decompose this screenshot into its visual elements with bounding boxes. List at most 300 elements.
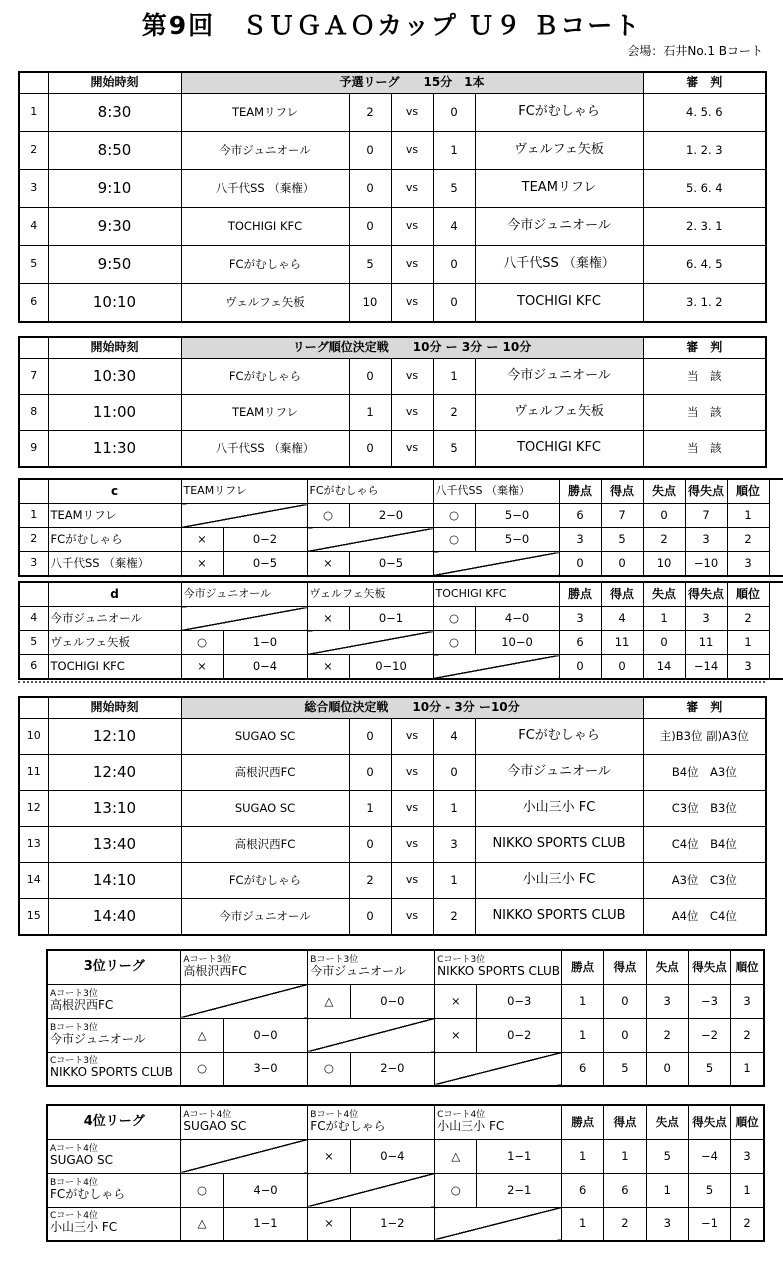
result-score: 4−0	[223, 1173, 308, 1207]
referee: A3位 C3位	[643, 863, 766, 899]
self-match-cell	[181, 984, 308, 1018]
stat-value: 0	[601, 552, 643, 577]
team-name: 小山三小 FC	[437, 1118, 505, 1133]
vs-label: vs	[391, 899, 433, 935]
team-number: 6	[19, 655, 48, 680]
result-score: 2−0	[349, 504, 433, 528]
result-mark: △	[435, 1139, 477, 1173]
self-match-cell	[307, 631, 433, 655]
vs-label: vs	[391, 284, 433, 322]
away-score: 5	[433, 431, 475, 467]
self-match-cell	[181, 504, 307, 528]
stat-header: 順位	[727, 582, 769, 607]
result-mark: ○	[307, 504, 349, 528]
start-time: 12:40	[48, 755, 181, 791]
stat-value: 1	[727, 631, 769, 655]
match-row	[19, 246, 766, 284]
match-row	[19, 827, 766, 863]
self-match-cell	[307, 528, 433, 552]
result-score: 3−0	[223, 1052, 308, 1086]
match-row	[19, 284, 766, 322]
home-team: 八千代SS （棄権）	[181, 431, 349, 467]
result-mark: ×	[307, 607, 349, 631]
team-cell	[47, 1052, 181, 1086]
referee: 当 該	[643, 359, 766, 395]
header-no	[19, 72, 48, 94]
stat-value: 0	[646, 1052, 688, 1086]
team-row	[47, 1173, 764, 1207]
group-label: d	[48, 582, 181, 607]
team-number: 1	[19, 504, 48, 528]
self-match-cell	[181, 607, 307, 631]
away-score: 0	[433, 284, 475, 322]
home-team: 八千代SS （棄権）	[181, 170, 349, 208]
header-no	[19, 479, 48, 504]
result-score: 0−5	[349, 552, 433, 577]
league-label: 3位リーグ	[47, 950, 181, 984]
result-score: 1−1	[223, 1207, 308, 1241]
divider	[18, 681, 765, 683]
vs-label: vs	[391, 170, 433, 208]
opponent-header: ヴェルフェ矢板	[307, 582, 433, 607]
opponent-header	[308, 950, 435, 984]
result-score: 2−0	[350, 1052, 435, 1086]
team-cell	[47, 984, 181, 1018]
home-team: 今市ジュニオール	[181, 132, 349, 170]
stat-value: 3	[646, 1207, 688, 1241]
referee: B4位 A3位	[643, 755, 766, 791]
start-time: 8:50	[48, 132, 181, 170]
stat-value: 6	[562, 1052, 604, 1086]
home-score: 0	[349, 359, 391, 395]
away-score: 0	[433, 246, 475, 284]
result-score: 0−4	[223, 655, 307, 680]
result-mark: ×	[307, 655, 349, 680]
away-score: 3	[433, 827, 475, 863]
away-score: 5	[433, 170, 475, 208]
self-match-cell	[308, 1173, 435, 1207]
start-time: 10:10	[48, 284, 181, 322]
result-score: 1−0	[223, 631, 307, 655]
referee: C3位 B3位	[643, 791, 766, 827]
result-mark: ×	[181, 528, 223, 552]
stat-value: −2	[688, 1018, 730, 1052]
result-mark: ×	[435, 984, 477, 1018]
team-name: 今市ジュニオール	[310, 963, 406, 978]
result-score: 0−5	[223, 552, 307, 577]
stat-header: 得失点	[688, 1105, 730, 1139]
stat-header: 勝点	[562, 1105, 604, 1139]
stat-header: 勝点	[559, 479, 601, 504]
away-team: 小山三小 FC	[475, 791, 643, 827]
opponent-header: TOCHIGI KFC	[433, 582, 559, 607]
team-row	[47, 984, 764, 1018]
third-place-league-table	[46, 949, 765, 1087]
away-score: 1	[433, 359, 475, 395]
stat-value: 0	[601, 655, 643, 680]
stat-value: 0	[559, 655, 601, 680]
seed-label: Cコート3位	[50, 1056, 99, 1067]
section-title: 予選リーグ 15分 1本	[181, 72, 643, 94]
team-row	[19, 528, 783, 552]
referee: 3. 1. 2	[643, 284, 766, 322]
home-team: FCがむしゃら	[181, 863, 349, 899]
home-team: SUGAO SC	[181, 719, 349, 755]
group-header-row	[19, 582, 783, 607]
group-c-table	[18, 478, 783, 577]
stat-header: 得点	[604, 1105, 646, 1139]
result-mark: ×	[307, 552, 349, 577]
referee: 1. 2. 3	[643, 132, 766, 170]
stat-header: 得点	[601, 479, 643, 504]
match-rows	[19, 94, 766, 322]
seed-label: Cコート4位	[50, 1211, 99, 1222]
vs-label: vs	[391, 827, 433, 863]
match-row	[19, 170, 766, 208]
match-row	[19, 755, 766, 791]
referee: 当 該	[643, 395, 766, 431]
team-row	[19, 552, 783, 577]
referee: 主)B3位 副)A3位	[643, 719, 766, 755]
match-number: 12	[19, 791, 48, 827]
stat-value: 3	[727, 552, 769, 577]
vs-label: vs	[391, 94, 433, 132]
opponent-header	[181, 950, 308, 984]
home-team: SUGAO SC	[181, 791, 349, 827]
result-score: 0−1	[349, 607, 433, 631]
seed-label: Cコート3位	[437, 954, 486, 965]
seed-label: Bコート3位	[50, 1022, 98, 1033]
page-title: 第9回 ＳＵＧＡＯカップ Ｕ９ Ｂコート	[141, 11, 642, 40]
league-label: 4位リーグ	[47, 1105, 181, 1139]
section-title: 総合順位決定戦 10分 - 3分 ー10分	[181, 697, 643, 719]
header-start-time: 開始時刻	[48, 337, 181, 359]
header-referee: 審 判	[643, 337, 766, 359]
home-score: 0	[349, 827, 391, 863]
away-score: 2	[433, 899, 475, 935]
opponent-header: FCがむしゃら	[307, 479, 433, 504]
stat-header: 得失点	[688, 950, 730, 984]
away-score: 4	[433, 719, 475, 755]
header-referee: 審 判	[643, 72, 766, 94]
match-number: 3	[19, 170, 48, 208]
away-team: TOCHIGI KFC	[475, 284, 643, 322]
away-team: NIKKO SPORTS CLUB	[475, 899, 643, 935]
match-number: 4	[19, 208, 48, 246]
result-mark: △	[181, 1207, 223, 1241]
opponent-header: 今市ジュニオール	[181, 582, 307, 607]
self-match-cell	[435, 1052, 562, 1086]
seed-label: Bコート4位	[50, 1177, 98, 1188]
result-score: 2−1	[477, 1173, 562, 1207]
venue-label: 会場：石井No.1 Bコート	[627, 44, 763, 58]
referee: 4. 5. 6	[643, 94, 766, 132]
team-cell	[47, 1173, 181, 1207]
header-no	[19, 337, 48, 359]
stat-value: 1	[643, 607, 685, 631]
result-mark: ○	[181, 631, 223, 655]
match-row	[19, 94, 766, 132]
team-row	[47, 1018, 764, 1052]
stat-value: 2	[731, 1207, 764, 1241]
result-score: 0−4	[350, 1139, 435, 1173]
result-score: 0−2	[223, 528, 307, 552]
start-time: 9:30	[48, 208, 181, 246]
home-score: 1	[349, 791, 391, 827]
home-score: 5	[349, 246, 391, 284]
self-match-cell	[433, 552, 559, 577]
match-row	[19, 208, 766, 246]
start-time: 11:00	[48, 395, 181, 431]
stat-value: 1	[727, 504, 769, 528]
stat-header: 順位	[727, 479, 769, 504]
start-time: 13:40	[48, 827, 181, 863]
referee: 5. 6. 4	[643, 170, 766, 208]
stat-value: 2	[727, 528, 769, 552]
stat-value: 5	[601, 528, 643, 552]
team-name: FCがむしゃら	[310, 1118, 386, 1133]
team-number: 4	[19, 607, 48, 631]
home-score: 0	[349, 899, 391, 935]
opponent-header	[435, 1105, 562, 1139]
stat-value: 3	[685, 607, 727, 631]
seed-label: Bコート3位	[310, 954, 359, 965]
stat-value: 6	[562, 1173, 604, 1207]
result-mark: △	[181, 1018, 223, 1052]
stat-header: 順位	[731, 1105, 764, 1139]
stat-value: 14	[643, 655, 685, 680]
stat-header: 失点	[643, 582, 685, 607]
start-time: 13:10	[48, 791, 181, 827]
vs-label: vs	[391, 359, 433, 395]
overall-ranking-schedule-table	[18, 696, 767, 936]
vs-label: vs	[391, 431, 433, 467]
home-score: 0	[349, 132, 391, 170]
start-time: 12:10	[48, 719, 181, 755]
stat-header: 勝点	[562, 950, 604, 984]
team-name: 小山三小 FC	[50, 1220, 118, 1235]
stat-value: 3	[727, 655, 769, 680]
match-row	[19, 395, 766, 431]
team-name: SUGAO SC	[183, 1118, 247, 1133]
stat-header: 失点	[643, 479, 685, 504]
team-row	[19, 655, 783, 680]
stat-value: 11	[601, 631, 643, 655]
result-score: 0−10	[349, 655, 433, 680]
result-score: 5−0	[475, 504, 559, 528]
stat-value: 0	[604, 1018, 646, 1052]
away-team: FCがむしゃら	[475, 94, 643, 132]
home-score: 10	[349, 284, 391, 322]
stat-value: 5	[688, 1173, 730, 1207]
team-name: 八千代SS （棄権）	[48, 552, 181, 577]
stat-value: 2	[643, 528, 685, 552]
away-team: 今市ジュニオール	[475, 755, 643, 791]
stat-header: 勝点	[559, 582, 601, 607]
result-mark: ○	[433, 631, 475, 655]
result-score: 5−0	[475, 528, 559, 552]
stat-value: −14	[685, 655, 727, 680]
start-time: 11:30	[48, 431, 181, 467]
home-team: ヴェルフェ矢板	[181, 284, 349, 322]
match-number: 11	[19, 755, 48, 791]
self-match-cell	[308, 1018, 435, 1052]
team-cell	[47, 1018, 181, 1052]
group-header-row	[19, 479, 783, 504]
away-score: 2	[433, 395, 475, 431]
team-number: 5	[19, 631, 48, 655]
home-score: 0	[349, 755, 391, 791]
stat-value: 5	[604, 1052, 646, 1086]
vs-label: vs	[391, 755, 433, 791]
team-cell	[47, 1207, 181, 1241]
match-number: 13	[19, 827, 48, 863]
group-d-table	[18, 581, 783, 680]
header-start-time: 開始時刻	[48, 697, 181, 719]
home-team: FCがむしゃら	[181, 246, 349, 284]
self-match-cell	[435, 1207, 562, 1241]
vs-label: vs	[391, 719, 433, 755]
stat-value: 6	[559, 631, 601, 655]
team-row	[19, 631, 783, 655]
away-team: ヴェルフェ矢板	[475, 132, 643, 170]
home-score: 0	[349, 170, 391, 208]
stat-value: 2	[604, 1207, 646, 1241]
home-score: 1	[349, 395, 391, 431]
stat-value: 0	[643, 631, 685, 655]
away-team: FCがむしゃら	[475, 719, 643, 755]
stat-header: 得失点	[685, 582, 727, 607]
stat-value: 3	[559, 607, 601, 631]
team-name: 高根沢西FC	[50, 997, 114, 1012]
result-mark: △	[308, 984, 350, 1018]
section-title: リーグ順位決定戦 10分 ー 3分 ー 10分	[181, 337, 643, 359]
stat-value: 3	[646, 984, 688, 1018]
away-score: 4	[433, 208, 475, 246]
match-row	[19, 359, 766, 395]
match-number: 6	[19, 284, 48, 322]
stat-value: 11	[685, 631, 727, 655]
group-label: c	[48, 479, 181, 504]
match-row	[19, 132, 766, 170]
stat-value: 1	[562, 984, 604, 1018]
league-header-row	[47, 1105, 764, 1139]
team-name: SUGAO SC	[50, 1152, 113, 1167]
match-number: 1	[19, 94, 48, 132]
home-score: 2	[349, 863, 391, 899]
match-number: 8	[19, 395, 48, 431]
start-time: 9:10	[48, 170, 181, 208]
header-no	[19, 582, 48, 607]
league-ranking-schedule-table	[18, 336, 767, 468]
referee: 2. 3. 1	[643, 208, 766, 246]
result-mark: ×	[308, 1207, 350, 1241]
start-time: 14:40	[48, 899, 181, 935]
stat-value: 1	[731, 1052, 764, 1086]
vs-label: vs	[391, 395, 433, 431]
team-number: 3	[19, 552, 48, 577]
team-name: 今市ジュニオール	[48, 607, 181, 631]
stat-value: −3	[688, 984, 730, 1018]
stat-value: 2	[646, 1018, 688, 1052]
stat-value: 4	[601, 607, 643, 631]
fourth-place-league-table	[46, 1104, 765, 1242]
result-mark: ○	[433, 504, 475, 528]
team-row	[47, 1139, 764, 1173]
result-score: 0−0	[223, 1018, 308, 1052]
result-mark: ○	[433, 528, 475, 552]
seed-label: Aコート4位	[183, 1109, 232, 1120]
match-row	[19, 719, 766, 755]
seed-label: Bコート4位	[310, 1109, 359, 1120]
stat-value: 3	[731, 984, 764, 1018]
match-rows	[19, 719, 766, 935]
seed-label: Aコート3位	[183, 954, 232, 965]
result-score: 1−2	[350, 1207, 435, 1241]
stat-value: 3	[559, 528, 601, 552]
home-score: 0	[349, 719, 391, 755]
match-number: 2	[19, 132, 48, 170]
start-time: 8:30	[48, 94, 181, 132]
result-score: 10−0	[475, 631, 559, 655]
home-score: 2	[349, 94, 391, 132]
stat-value: 6	[559, 504, 601, 528]
opponent-header	[181, 1105, 308, 1139]
result-mark: ×	[181, 552, 223, 577]
team-name: TEAMリフレ	[48, 504, 181, 528]
stat-value: 6	[604, 1173, 646, 1207]
away-team: TOCHIGI KFC	[475, 431, 643, 467]
qualifying-schedule-table	[18, 71, 767, 323]
team-name: 高根沢西FC	[183, 963, 247, 978]
seed-label: Cコート4位	[437, 1109, 486, 1120]
stat-header: 失点	[646, 1105, 688, 1139]
header-referee: 審 判	[643, 697, 766, 719]
away-team: 今市ジュニオール	[475, 208, 643, 246]
stat-value: −10	[685, 552, 727, 577]
stat-value: 2	[727, 607, 769, 631]
result-score: 0−2	[477, 1018, 562, 1052]
start-time: 9:50	[48, 246, 181, 284]
vs-label: vs	[391, 208, 433, 246]
stat-value: 1	[562, 1207, 604, 1241]
stat-value: 1	[731, 1173, 764, 1207]
match-number: 5	[19, 246, 48, 284]
match-number: 7	[19, 359, 48, 395]
start-time: 10:30	[48, 359, 181, 395]
team-name: ヴェルフェ矢板	[48, 631, 181, 655]
opponent-header	[308, 1105, 435, 1139]
result-score: 0−3	[477, 984, 562, 1018]
away-score: 1	[433, 863, 475, 899]
stat-value: 5	[646, 1139, 688, 1173]
away-team: NIKKO SPORTS CLUB	[475, 827, 643, 863]
stat-value: 2	[731, 1018, 764, 1052]
result-mark: ○	[435, 1173, 477, 1207]
home-team: 今市ジュニオール	[181, 899, 349, 935]
opponent-header: 八千代SS （棄権）	[433, 479, 559, 504]
self-match-cell	[433, 655, 559, 680]
team-cell	[47, 1139, 181, 1173]
home-team: 高根沢西FC	[181, 755, 349, 791]
result-mark: ○	[181, 1173, 223, 1207]
stat-header: 得失点	[685, 479, 727, 504]
header-no	[19, 697, 48, 719]
stat-value: 0	[643, 504, 685, 528]
stat-value: 0	[604, 984, 646, 1018]
opponent-header	[435, 950, 562, 984]
stat-value: 1	[646, 1173, 688, 1207]
